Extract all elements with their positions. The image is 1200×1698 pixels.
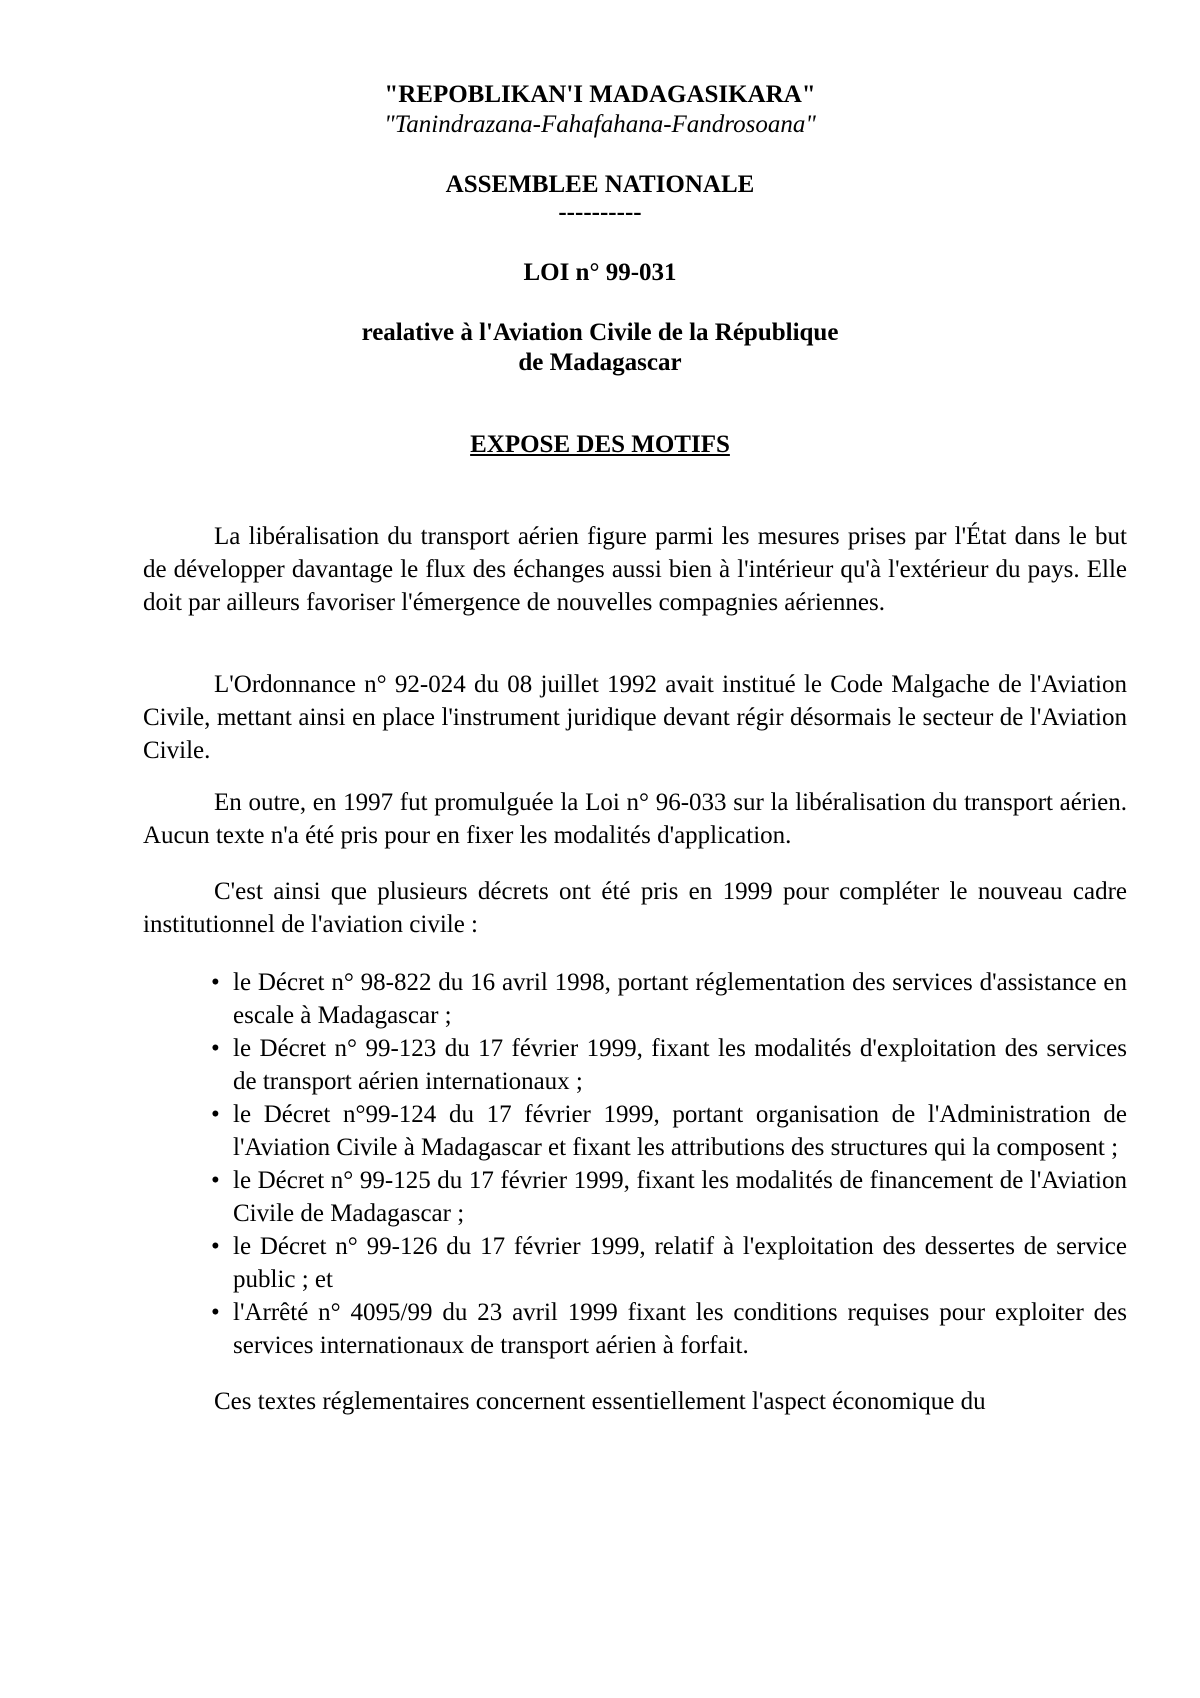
list-item [143,1230,1127,1296]
heading-separator: ---------- [558,199,642,226]
bullet-icon: • [211,1101,220,1128]
list-item-text: le Décret n° 99-126 du 17 février 1999, relatif à l'exploitation des dessertes de service public ; et [233,1233,1127,1293]
national-motto: "Tanindrazana-Fahafahana-Fandrosoana" [384,111,816,138]
list-item-text: le Décret n° 99-123 du 17 février 1999, fixant les modalités d'exploitation des services de transport aérien internationaux ; [233,1035,1127,1095]
paragraph-3 [143,786,1127,852]
law-number: LOI n° 99-031 [523,259,677,286]
list-item-text: le Décret n° 98-822 du 16 avril 1998, portant réglementation des services d'assistance en escale à Madagascar ; [233,969,1127,1029]
closing-paragraph [143,1385,1127,1418]
section-title: EXPOSE DES MOTIFS [470,431,730,458]
paragraph-2 [143,668,1127,767]
list-item [143,1098,1127,1164]
list-item-text: le Décret n° 99-125 du 17 février 1999, fixant les modalités de financement de l'Aviation Civile de Madagascar ; [233,1167,1127,1227]
list-item [143,1296,1127,1362]
paragraph-1 [143,520,1127,619]
law-subject-line-1: realative à l'Aviation Civile de la République [361,319,839,346]
paragraph-text: C'est ainsi que plusieurs décrets ont été pris en 1999 pour compléter le nouveau cadre institutionnel de l'aviation civile : [143,878,1127,938]
paragraph-text: En outre, en 1997 fut promulguée la Loi n° 96-033 sur la libéralisation du transport aérien. Aucun texte n'a été pris pour en fixer les modalités d'application. [143,789,1127,849]
list-item-text: le Décret n°99-124 du 17 février 1999, portant organisation de l'Administration de l'Aviation Civile à Madagascar et fixant les attributions des structures qui la composent ; [233,1101,1127,1161]
assembly-heading: ASSEMBLEE NATIONALE [445,171,755,198]
paragraph-text: L'Ordonnance n° 92-024 du 08 juillet 1992 avait institué le Code Malgache de l'Aviation Civile, mettant ainsi en place l'instrument juridique devant régir désormais le secteur de l'Aviation Civile. [143,671,1127,764]
bullet-icon: • [211,1167,220,1194]
bullet-icon: • [211,1035,220,1062]
law-subject-line-2: de Madagascar [518,349,682,376]
list-item [143,1032,1127,1098]
bullet-icon: • [211,969,220,996]
decree-list [143,966,1127,1362]
paragraph-text: Ces textes réglementaires concernent essentiellement l'aspect économique du [214,1388,986,1415]
bullet-icon: • [211,1299,220,1326]
paragraph-4 [143,875,1127,941]
list-item [143,1164,1127,1230]
republic-heading: "REPOBLIKAN'I MADAGASIKARA" [384,81,816,108]
paragraph-text: La libéralisation du transport aérien figure parmi les mesures prises par l'État dans le but de développer davantage le flux des échanges aussi bien à l'intérieur qu'à l'extérieur du pays. Elle doit par ailleurs favoriser l'émergence de nouvelles compagnies aériennes. [143,523,1127,616]
bullet-icon: • [211,1233,220,1260]
list-item-text: l'Arrêté n° 4095/99 du 23 avril 1999 fixant les conditions requises pour exploiter des services internationaux de transport aérien à forfait. [233,1299,1127,1359]
list-item [143,966,1127,1032]
